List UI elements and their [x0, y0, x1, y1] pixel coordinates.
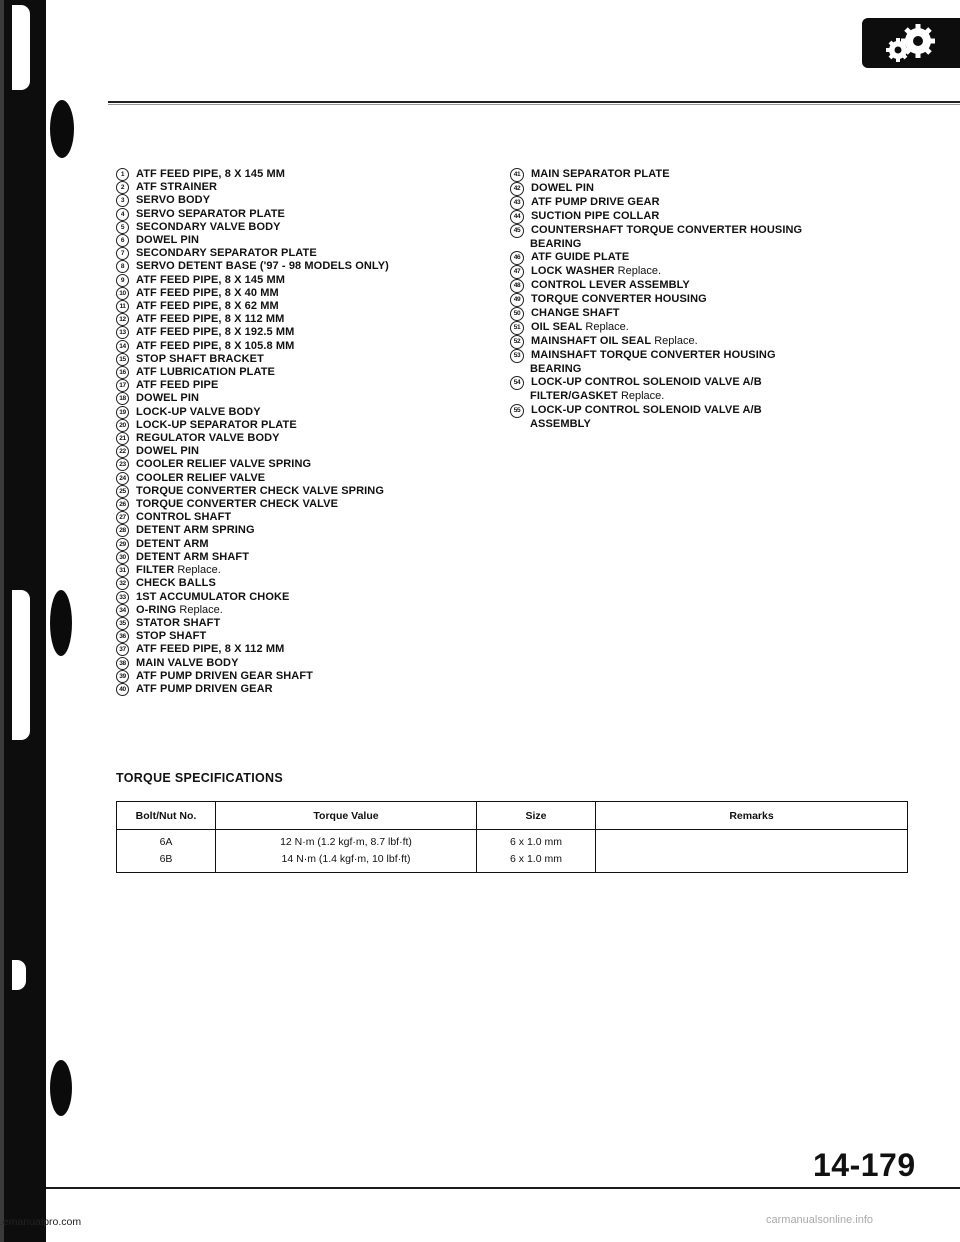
part-text	[531, 251, 629, 264]
part-text	[136, 577, 216, 590]
part-name: ATF PUMP DRIVE GEAR	[531, 196, 660, 208]
list-item	[510, 210, 910, 224]
part-name: OIL SEAL	[531, 321, 583, 334]
list-item	[116, 498, 516, 511]
part-name: DETENT ARM SPRING	[136, 524, 255, 537]
list-item	[116, 168, 516, 181]
part-name: STOP SHAFT	[136, 630, 207, 643]
list-item-continuation	[510, 390, 910, 403]
parts-list-left	[116, 168, 516, 696]
part-name: ATF FEED PIPE, 8 X 62 MM	[136, 300, 279, 313]
callout-number-icon: 8	[116, 260, 129, 273]
part-text	[531, 279, 690, 292]
callout-number-icon: 19	[116, 406, 129, 419]
callout-number-icon: 55	[510, 404, 524, 418]
callout-number-icon: 20	[116, 419, 129, 432]
callout-number-icon: 12	[116, 313, 129, 326]
list-item	[116, 300, 516, 313]
part-name: ATF PUMP DRIVEN GEAR	[136, 682, 273, 695]
list-item	[116, 657, 516, 670]
page-number: 14-179	[813, 1147, 916, 1183]
part-text	[531, 182, 594, 195]
part-text	[136, 498, 338, 511]
list-item	[116, 432, 516, 445]
part-name: ATF FEED PIPE, 8 X 112 MM	[136, 643, 285, 656]
list-item	[116, 511, 516, 524]
part-name: LOCK WASHER	[531, 265, 615, 278]
part-text	[136, 392, 199, 405]
callout-number-icon: 3	[116, 194, 129, 207]
callout-number-icon: 37	[116, 643, 129, 656]
list-item	[510, 168, 910, 182]
part-name: DOWEL PIN	[136, 445, 200, 458]
list-item	[510, 279, 910, 293]
callout-number-icon: 5	[116, 221, 129, 234]
callout-number-icon: 10	[116, 287, 129, 300]
callout-number-icon: 34	[116, 604, 129, 617]
part-text	[531, 224, 802, 237]
part-name: SERVO BODY	[136, 194, 211, 207]
part-name: LOCK-UP CONTROL SOLENOID VALVE A/B	[531, 403, 762, 416]
header-torque-value: Torque Value	[216, 802, 477, 830]
part-name: CHECK BALLS	[136, 577, 216, 590]
callout-number-icon: 17	[116, 379, 129, 392]
list-item	[510, 376, 910, 390]
footer-url[interactable]: .emanualpro.com	[0, 1216, 82, 1228]
callout-number-icon: 25	[116, 485, 129, 498]
callout-number-icon: 39	[116, 670, 129, 683]
part-name: TORQUE CONVERTER HOUSING	[531, 293, 707, 306]
callout-number-icon: 36	[116, 630, 129, 643]
section-tab	[862, 18, 960, 68]
list-item	[116, 274, 516, 287]
part-name: CONTROL SHAFT	[136, 511, 232, 524]
callout-number-icon: 26	[116, 498, 129, 511]
list-item	[116, 221, 516, 234]
remarks-cell	[596, 830, 908, 873]
part-note: Replace.	[179, 603, 223, 616]
list-item	[116, 551, 516, 564]
list-item	[510, 307, 910, 321]
part-text	[136, 617, 220, 630]
part-text	[136, 485, 384, 498]
part-name: STATOR SHAFT	[136, 616, 221, 629]
callout-number-icon: 2	[116, 181, 129, 194]
part-note: Replace.	[177, 564, 221, 577]
part-name: SUCTION PIPE COLLAR	[531, 210, 660, 222]
part-text	[136, 604, 223, 617]
spine-edge	[0, 0, 4, 1242]
callout-number-icon: 40	[116, 683, 129, 696]
part-note: Replace.	[585, 321, 629, 334]
part-text	[136, 591, 289, 604]
part-text	[531, 349, 776, 362]
callout-number-icon: 28	[116, 524, 129, 537]
part-name: LOCK-UP SEPARATOR PLATE	[136, 418, 297, 431]
spine-notch	[12, 960, 26, 990]
list-item	[510, 251, 910, 265]
part-note: Replace.	[620, 390, 665, 403]
list-item	[116, 564, 516, 577]
parts-list-right	[510, 168, 910, 431]
part-text	[531, 265, 661, 278]
callout-number-icon: 31	[116, 564, 129, 577]
part-text	[136, 643, 284, 656]
callout-number-icon: 51	[510, 321, 524, 335]
part-text	[136, 221, 281, 234]
part-name: ATF LUBRICATION PLATE	[136, 366, 275, 379]
list-item	[510, 349, 910, 363]
list-item	[510, 335, 910, 349]
part-name: FILTER	[136, 564, 175, 577]
callout-number-icon: 11	[116, 300, 129, 313]
part-text	[531, 376, 762, 389]
torque-table-header	[117, 802, 908, 830]
callout-number-icon: 47	[510, 265, 524, 279]
torque-value: 12 N·m (1.2 kgf·m, 8.7 lbf·ft)	[280, 836, 412, 848]
part-name: ATF FEED PIPE, 8 X 112 MM	[136, 313, 285, 326]
part-name: COOLER RELIEF VALVE SPRING	[136, 458, 312, 471]
part-name: ATF FEED PIPE, 8 X 192.5 MM	[136, 326, 295, 339]
part-name: 1ST ACCUMULATOR CHOKE	[136, 590, 290, 603]
part-text	[531, 168, 670, 181]
list-item	[116, 208, 516, 221]
part-text	[531, 293, 707, 306]
part-text	[531, 196, 660, 209]
callout-number-icon: 33	[116, 591, 129, 604]
list-item	[116, 287, 516, 300]
part-text	[136, 630, 206, 643]
list-item	[116, 617, 516, 630]
part-name: SERVO DETENT BASE ('97 - 98 MODELS ONLY)	[136, 260, 389, 273]
part-text	[136, 524, 255, 537]
list-item	[116, 591, 516, 604]
callout-number-icon: 30	[116, 551, 129, 564]
callout-number-icon: 44	[510, 210, 524, 224]
list-item	[116, 406, 516, 419]
torque-values-cell	[216, 830, 477, 873]
gear-icon	[878, 21, 944, 65]
part-name: COOLER RELIEF VALVE	[136, 471, 266, 484]
part-text	[531, 321, 629, 334]
callout-number-icon: 15	[116, 353, 129, 366]
callout-number-icon: 24	[116, 472, 129, 485]
callout-number-icon: 6	[116, 234, 129, 247]
binding-strip	[0, 0, 46, 1242]
callout-number-icon: 7	[116, 247, 129, 260]
part-name-continued: BEARING	[530, 238, 582, 250]
bolt-numbers-cell	[117, 830, 216, 873]
list-item	[116, 353, 516, 366]
part-text	[136, 419, 297, 432]
part-text	[531, 210, 659, 223]
part-name: ATF GUIDE PLATE	[531, 251, 630, 264]
list-item	[116, 340, 516, 353]
part-text	[136, 683, 273, 696]
callout-number-icon: 46	[510, 251, 524, 265]
footer-watermark: carmanualsonline.info	[766, 1214, 874, 1226]
header-bolt-nut-no: Bolt/Nut No.	[117, 802, 216, 830]
header-remarks: Remarks	[596, 802, 908, 830]
part-text	[136, 432, 280, 445]
part-name: ATF FEED PIPE, 8 X 145 MM	[136, 273, 285, 286]
list-item	[116, 392, 516, 405]
part-text	[136, 326, 294, 339]
part-name-continued: BEARING	[530, 363, 582, 376]
list-item	[116, 458, 516, 471]
part-name: MAINSHAFT OIL SEAL	[531, 335, 652, 348]
part-name: DOWEL PIN	[136, 392, 200, 405]
part-name: ATF FEED PIPE, 8 X 105.8 MM	[136, 339, 295, 352]
callout-number-icon: 1	[116, 168, 129, 181]
part-text	[136, 260, 389, 273]
list-item	[116, 234, 516, 247]
callout-number-icon: 35	[116, 617, 129, 630]
torque-value: 14 N·m (1.4 kgf·m, 10 lbf·ft)	[281, 853, 411, 865]
part-name: ATF PUMP DRIVEN GEAR SHAFT	[136, 669, 313, 682]
part-text	[136, 208, 285, 221]
part-name: MAIN VALVE BODY	[136, 656, 239, 669]
callout-number-icon: 38	[116, 657, 129, 670]
callout-number-icon: 29	[116, 538, 129, 551]
list-item	[116, 604, 516, 617]
list-item	[510, 196, 910, 210]
callout-number-icon: 45	[510, 224, 524, 238]
part-name: CHANGE SHAFT	[531, 307, 620, 320]
list-item	[510, 404, 910, 418]
part-name: MAINSHAFT TORQUE CONVERTER HOUSING	[531, 349, 776, 362]
list-item-continuation	[510, 238, 910, 251]
part-name: DOWEL PIN	[136, 234, 200, 247]
part-name: TORQUE CONVERTER CHECK VALVE	[136, 498, 339, 511]
part-text	[531, 307, 620, 320]
part-name: MAIN SEPARATOR PLATE	[531, 168, 670, 180]
callout-number-icon: 18	[116, 392, 129, 405]
part-name: ATF STRAINER	[136, 181, 218, 194]
part-name: TORQUE CONVERTER CHECK VALVE SPRING	[136, 484, 384, 497]
list-item	[116, 445, 516, 458]
part-text	[136, 472, 265, 485]
part-text	[136, 366, 275, 379]
list-item-continuation	[510, 418, 910, 431]
part-text	[136, 458, 311, 471]
callout-number-icon: 53	[510, 349, 524, 363]
part-note: Replace.	[654, 335, 698, 348]
callout-number-icon: 4	[116, 208, 129, 221]
part-text	[136, 445, 199, 458]
part-text	[136, 353, 264, 366]
header-size: Size	[477, 802, 596, 830]
bolt-size: 6 x 1.0 mm	[510, 853, 562, 865]
list-item	[116, 260, 516, 273]
callout-number-icon: 16	[116, 366, 129, 379]
part-name: SERVO SEPARATOR PLATE	[136, 207, 285, 220]
list-item	[116, 683, 516, 696]
spine-notch	[12, 5, 30, 90]
part-name: LOCK-UP VALVE BODY	[136, 405, 261, 418]
list-item	[116, 326, 516, 339]
list-item	[510, 224, 910, 238]
list-item	[116, 194, 516, 207]
list-item	[116, 577, 516, 590]
bolt-number: 6B	[159, 853, 173, 865]
part-text	[136, 340, 294, 353]
list-item	[510, 321, 910, 335]
bolt-number: 6A	[159, 836, 173, 848]
list-item	[510, 293, 910, 307]
binding-hole	[50, 590, 72, 656]
list-item	[116, 419, 516, 432]
list-item	[510, 265, 910, 279]
callout-number-icon: 23	[116, 458, 129, 471]
part-name: O-RING	[136, 603, 177, 616]
list-item	[116, 670, 516, 683]
part-text	[531, 404, 762, 417]
part-name: CONTROL LEVER ASSEMBLY	[531, 279, 690, 292]
part-text	[136, 168, 285, 181]
part-text	[136, 247, 317, 260]
footer-strip	[46, 1187, 960, 1189]
list-item	[116, 630, 516, 643]
bolt-size: 6 x 1.0 mm	[510, 836, 562, 848]
part-name: DETENT ARM	[136, 537, 209, 550]
part-name: ATF FEED PIPE, 8 X 40 MM	[136, 286, 279, 299]
callout-number-icon: 32	[116, 577, 129, 590]
part-text	[136, 234, 199, 247]
list-item	[116, 181, 516, 194]
callout-number-icon: 27	[116, 511, 129, 524]
binding-hole	[50, 1060, 72, 1116]
list-item	[116, 643, 516, 656]
list-item	[116, 524, 516, 537]
list-item	[116, 485, 516, 498]
torque-table	[116, 801, 908, 873]
callout-number-icon: 9	[116, 274, 129, 287]
callout-number-icon: 22	[116, 445, 129, 458]
list-item	[116, 472, 516, 485]
part-name: COUNTERSHAFT TORQUE CONVERTER HOUSING	[531, 224, 803, 236]
torque-specifications-title: TORQUE SPECIFICATIONS	[116, 771, 283, 785]
list-item	[116, 379, 516, 392]
part-name: SECONDARY SEPARATOR PLATE	[136, 247, 317, 260]
part-text	[136, 551, 249, 564]
part-text	[136, 194, 210, 207]
part-text	[136, 511, 231, 524]
list-item	[510, 182, 910, 196]
part-text	[136, 181, 217, 194]
callout-number-icon: 13	[116, 326, 129, 339]
spine-notch	[12, 590, 30, 740]
part-name: DETENT ARM SHAFT	[136, 550, 250, 563]
callout-number-icon: 50	[510, 307, 524, 321]
header-rule	[108, 101, 960, 103]
list-item	[116, 538, 516, 551]
part-text	[136, 657, 239, 670]
callout-number-icon: 43	[510, 196, 524, 210]
part-text	[136, 538, 209, 551]
part-text	[136, 670, 313, 683]
list-item	[116, 313, 516, 326]
part-text	[136, 287, 279, 300]
binding-hole	[50, 100, 74, 158]
part-name: ATF FEED PIPE, 8 X 145 MM	[136, 168, 285, 180]
callout-number-icon: 14	[116, 340, 129, 353]
callout-number-icon: 21	[116, 432, 129, 445]
list-item-continuation	[510, 363, 910, 376]
table-row	[117, 830, 908, 873]
sizes-cell	[477, 830, 596, 873]
part-text	[136, 564, 221, 577]
part-name-continued: ASSEMBLY	[530, 417, 591, 430]
part-text	[136, 300, 279, 313]
part-name-continued: FILTER/GASKET	[530, 390, 618, 403]
part-text	[136, 313, 284, 326]
list-item	[116, 247, 516, 260]
callout-number-icon: 48	[510, 279, 524, 293]
part-name: DOWEL PIN	[531, 182, 595, 194]
callout-number-icon: 54	[510, 376, 524, 390]
part-text	[531, 335, 698, 348]
part-name: ATF FEED PIPE	[136, 379, 219, 392]
part-name: SECONDARY VALVE BODY	[136, 220, 281, 233]
callout-number-icon: 42	[510, 182, 524, 196]
list-item	[116, 366, 516, 379]
callout-number-icon: 41	[510, 168, 524, 182]
callout-number-icon: 49	[510, 293, 524, 307]
part-name: LOCK-UP CONTROL SOLENOID VALVE A/B	[531, 376, 762, 389]
part-note: Replace.	[617, 265, 662, 278]
header-rule	[108, 104, 960, 105]
part-name: STOP SHAFT BRACKET	[136, 352, 264, 365]
callout-number-icon: 52	[510, 335, 524, 349]
part-text	[136, 379, 218, 392]
part-text	[136, 406, 261, 419]
part-text	[136, 274, 285, 287]
part-name: REGULATOR VALVE BODY	[136, 432, 280, 445]
